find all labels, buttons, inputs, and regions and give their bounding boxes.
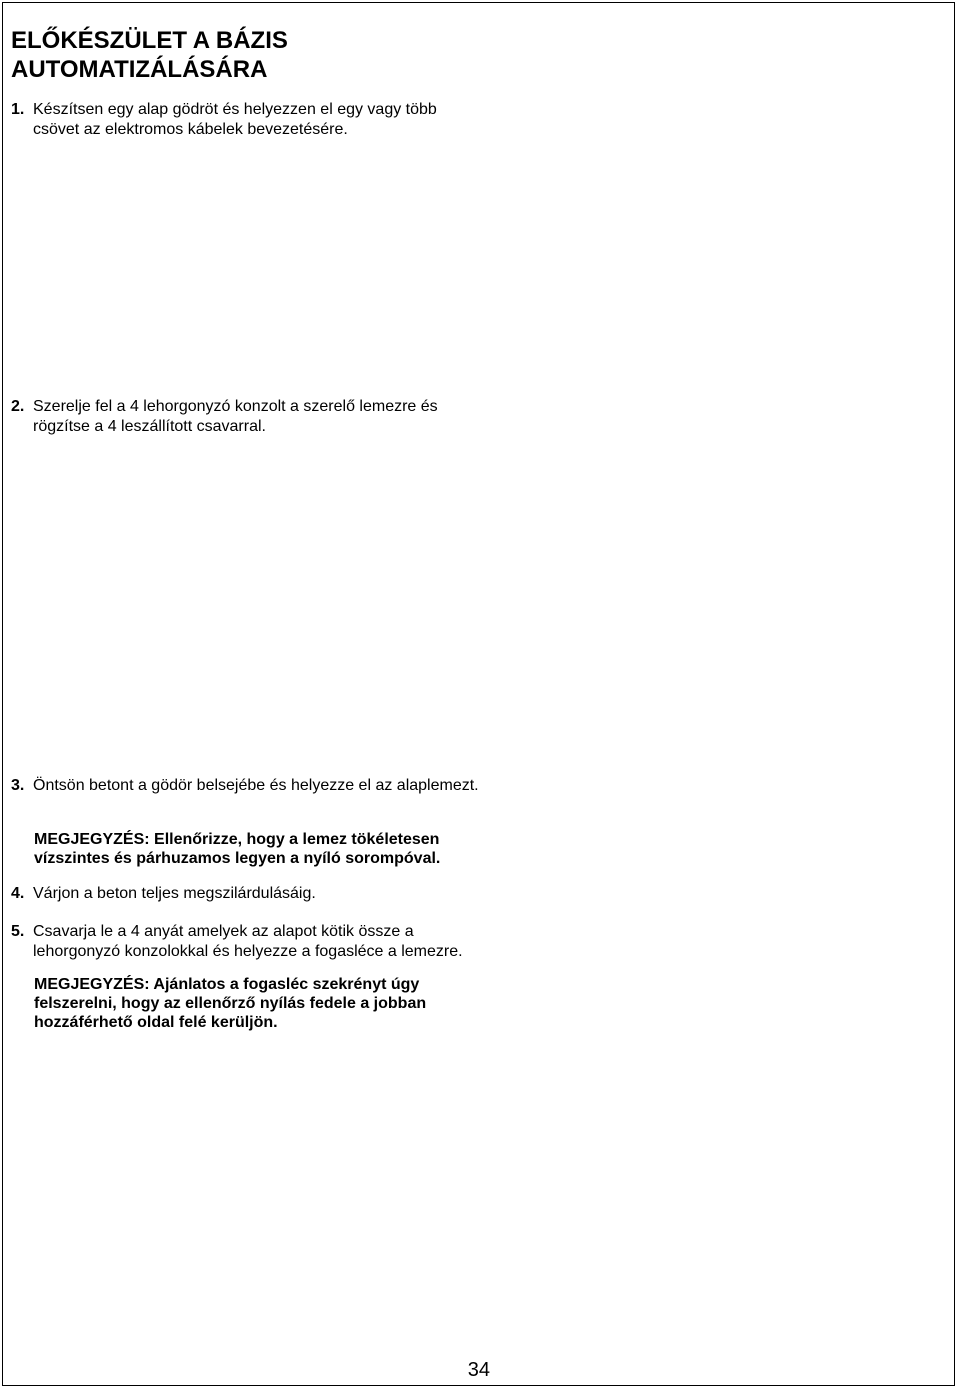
step-number: 1. [11,101,25,118]
step-4 [11,884,481,904]
page-title: ELŐKÉSZÜLET A BÁZIS AUTOMATIZÁLÁSÁRA [11,27,288,83]
step-3 [11,776,481,796]
step-5 [11,922,481,962]
step-text: Készítsen egy alap gödröt és helyezzen el egy vagy több csövet az elektromos kábelek bevezetésére. [33,101,437,138]
step-number: 5. [11,923,25,940]
step-number: 3. [11,777,25,794]
page-frame [2,2,955,1386]
step-number: 4. [11,885,25,902]
note-1: MEGJEGYZÉS: Ellenőrizze, hogy a lemez tökéletesen vízszintes és párhuzamos legyen a nyíló sorompóval. [34,831,441,867]
note-2: MEGJEGYZÉS: Ajánlatos a fogasléc szekrényt úgy felszerelni, hogy az ellenőrző nyílás fedele a jobban hozzáférhető oldal felé kerüljön. [34,976,427,1031]
step-1 [11,100,481,140]
step-text: Várjon a beton teljes megszilárdulásáig. [33,885,316,902]
step-2 [11,397,481,437]
step-text: Szerelje fel a 4 lehorgonyzó konzolt a szerelő lemezre és rögzítse a 4 leszállított csavarral. [33,398,438,435]
step-text: Öntsön betont a gödör belsejébe és helyezze el az alaplemezt. [33,777,479,794]
step-text: Csavarja le a 4 anyát amelyek az alapot kötik össze a lehorgonyzó konzolokkal és helyezze a fogasléce a lemezre. [33,923,463,960]
page-number: 34 [467,1359,490,1381]
step-number: 2. [11,398,25,415]
